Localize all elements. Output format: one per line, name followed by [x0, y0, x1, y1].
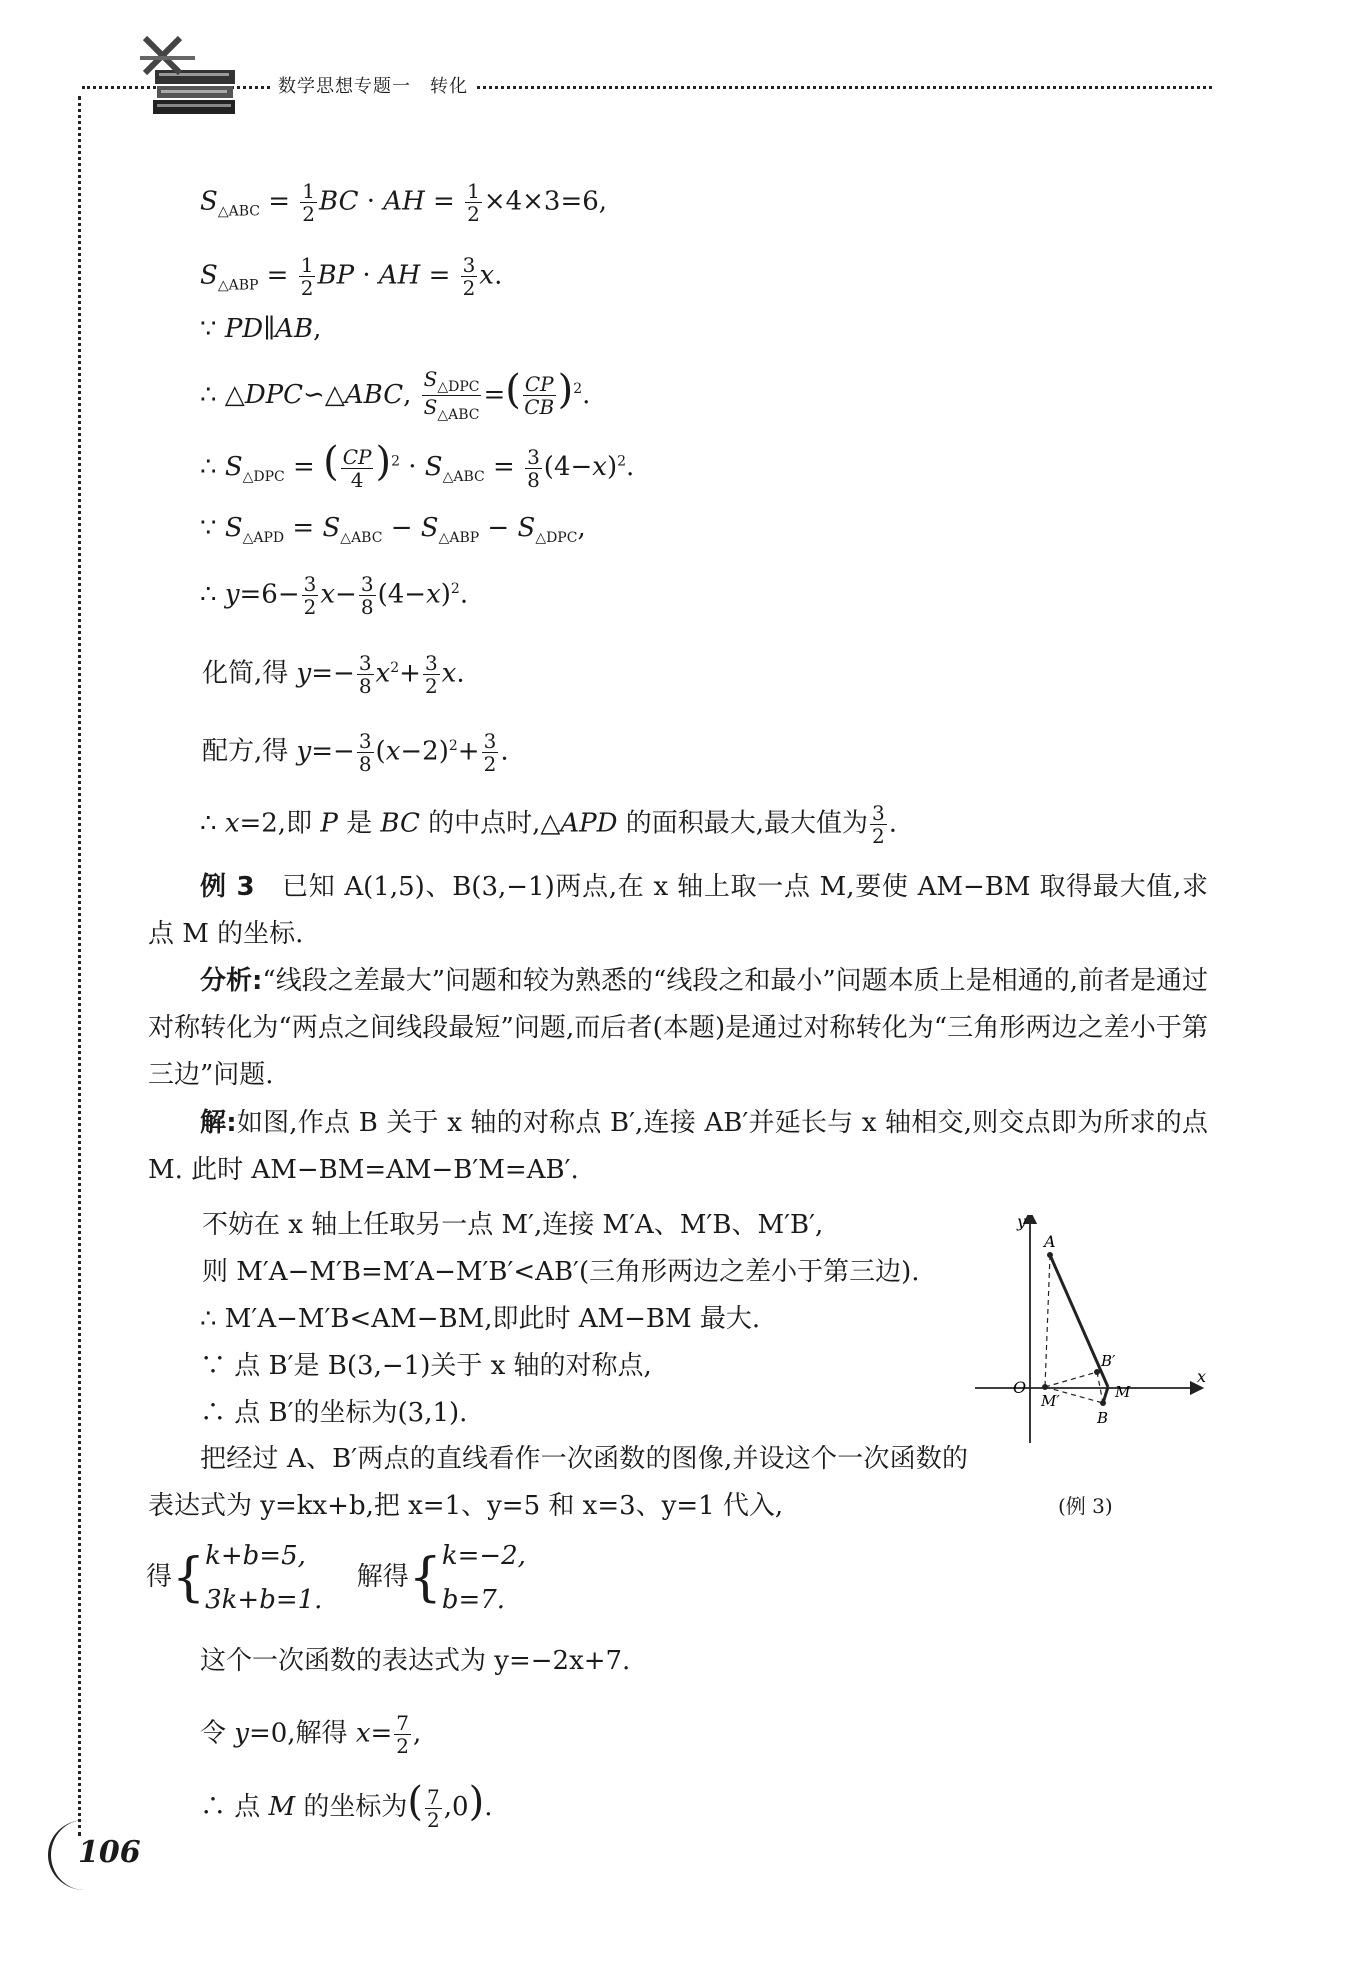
label-a: A [1044, 1232, 1056, 1251]
formula-line-10: ∴ x=2,即 P 是 BC 的中点时,△APD 的面积最大,最大值为 $\frac{3}{2}$ . [200, 801, 898, 848]
line-a-mprime [1045, 1255, 1050, 1387]
solution-step-2: 则 M′A−M′B=M′A−M′B′<AB′(三角形两边之差小于第三边). [202, 1257, 920, 1287]
formula-line-1: $S_{\triangle ABC}$ = $\frac{1}{2}$ BC · AH = $\frac{1}{2}$ ×4×3=6, [200, 179, 608, 226]
solution-step-1: 不妨在 x 轴上任取另一点 M′,连接 M′A、M′B、M′B′, [202, 1210, 824, 1240]
equation-system: 得{k+b=5, 3k+b=1. 解得{k=−2, b=7. [146, 1541, 526, 1615]
label-b: B [1097, 1409, 1109, 1427]
solution-step-7: 这个一次函数的表达式为 y=−2x+7. [200, 1646, 631, 1676]
margin-rule [78, 96, 81, 1836]
example-3-figure [975, 1215, 1215, 1450]
formula-line-8: 化简,得 y=− $\frac{3}{8}$ $x^2+$ $\frac{3}{2}$ x. [202, 651, 465, 698]
example-3-solution: 解:如图,作点 B 关于 x 轴的对称点 B′,连接 AB′并延长与 x 轴相交,则交点即为所求的点 M. 此时 AM−BM=AM−B′M=AB′. [148, 1108, 1208, 1185]
formula-line-4: ∴ △DPC∽△ABC, $\frac{S_{\triangle DPC}}{S_{\triangle ABC}}$ =( $\frac{CP}{CB}$ )$^2$. [200, 366, 591, 424]
header-rule [82, 86, 1212, 89]
page-number: 106 [78, 1835, 141, 1870]
solution-step-9: ∴ 点 M 的坐标为( $\frac{7}{2}$ ,0). [200, 1779, 493, 1832]
label-x: x [1197, 1367, 1207, 1386]
book-logo-icon [135, 28, 250, 128]
solution-step-5: ∴ 点 B′的坐标为(3,1). [200, 1398, 468, 1428]
formula-line-3: ∵ PD∥AB, [200, 314, 322, 344]
label-mprime: M′ [1041, 1392, 1060, 1410]
example-3-problem: 例 3 已知 A(1,5)、B(3,−1)两点,在 x 轴上取一点 M,要使 AM−BM 取得最大值,求点 M 的坐标. [148, 872, 1208, 949]
solution-step-6: 把经过 A、B′两点的直线看作一次函数的图像,并设这个一次函数的表达式为 y=kx+b,把 x=1、y=5 和 x=3、y=1 代入, [148, 1444, 968, 1521]
point-a [1047, 1252, 1053, 1258]
label-bprime: B′ [1101, 1352, 1116, 1370]
formula-line-5: ∴ $S_{\triangle DPC}$ = ( $\frac{CP}{4}$ )$^2 \cdot S_{\triangle ABC}$ = $\frac{3}{8}$ $(4-x)^2$. [200, 439, 635, 492]
label-m: M [1115, 1383, 1131, 1401]
formula-line-7: ∴ y=6− $\frac{3}{2}$ x− $\frac{3}{8}$ $(4-x)^2$. [200, 572, 469, 619]
solution-step-8: 令 y=0,解得 x= $\frac{7}{2}$ , [200, 1711, 422, 1758]
point-bprime [1094, 1369, 1100, 1375]
point-mprime [1042, 1384, 1048, 1390]
label-y: y [1017, 1215, 1027, 1231]
figure-caption: (例 3) [1058, 1494, 1113, 1518]
line-a-m [1050, 1255, 1108, 1387]
point-b [1100, 1400, 1106, 1406]
running-header: 数学思想专题一 转化 [270, 72, 476, 98]
line-mprime-bprime [1045, 1372, 1097, 1387]
formula-line-2: $S_{\triangle ABP}$ = $\frac{1}{2}$ BP · AH = $\frac{3}{2}$ x. [200, 253, 503, 300]
example-3-analysis: 分析:“线段之差最大”问题和较为熟悉的“线段之和最小”问题本质上是相通的,前者是通过对称转化为“两点之间线段最短”问题,而后者(本题)是通过对称转化为“三角形两边之差小于第三边”问题. [148, 966, 1208, 1090]
formula-line-9: 配方,得 y=− $\frac{3}{8}$ $(x-2)^2+$ $\frac{3}{2}$ . [202, 729, 509, 776]
label-o: O [1013, 1378, 1027, 1397]
solution-step-4: ∵ 点 B′是 B(3,−1)关于 x 轴的对称点, [200, 1351, 652, 1381]
formula-line-6: ∵ $S_{\triangle APD} = S_{\triangle ABC} - S_{\triangle ABP} - S_{\triangle DPC}$, [200, 513, 586, 547]
solution-step-3: ∴ M′A−M′B<AM−BM,即此时 AM−BM 最大. [200, 1304, 761, 1334]
